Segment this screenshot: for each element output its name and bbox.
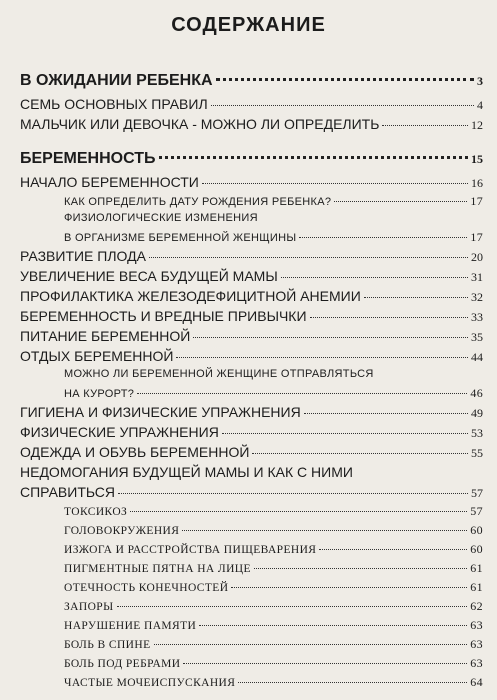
toc-entry-title: БЕРЕМЕННОСТЬ И ВРЕДНЫЕ ПРИВЫЧКИ xyxy=(20,308,307,324)
toc-entry-title: НАРУШЕНИЕ ПАМЯТИ xyxy=(64,620,197,632)
toc-entry-title: БОЛЬ В СПИНЕ xyxy=(64,639,151,651)
toc-entry xyxy=(20,618,483,637)
toc-entry xyxy=(20,404,483,424)
toc-entry xyxy=(20,308,483,328)
toc-entry xyxy=(20,444,483,464)
toc-entry xyxy=(20,116,483,136)
toc-entry-title: НЕДОМОГАНИЯ БУДУЩЕЙ МАМЫ И КАК С НИМИ xyxy=(20,464,353,480)
dot-leader xyxy=(202,182,468,184)
toc-entry-title: КАК ОПРЕДЕЛИТЬ ДАТУ РОЖДЕНИЯ РЕБЕНКА? xyxy=(64,196,332,208)
toc-page-number: 17 xyxy=(470,230,483,244)
toc-entry-title: ПИГМЕНТНЫЕ ПЯТНА НА ЛИЦЕ xyxy=(64,563,251,575)
dot-leader xyxy=(334,200,467,202)
toc-entry-title: НА КУРОРТ? xyxy=(64,388,135,400)
toc-entry xyxy=(20,230,483,248)
toc-entry-title: ОДЕЖДА И ОБУВЬ БЕРЕМЕННОЙ xyxy=(20,444,250,460)
dot-leader xyxy=(382,124,468,126)
toc-page-number: 53 xyxy=(471,426,483,440)
toc-entry-title: НАЧАЛО БЕРЕМЕННОСТИ xyxy=(20,174,199,190)
toc-entry xyxy=(20,484,483,504)
dot-leader xyxy=(299,236,467,238)
toc-entry-title: ФИЗИЧЕСКИЕ УПРАЖНЕНИЯ xyxy=(20,424,219,440)
dot-leader xyxy=(176,356,468,358)
toc-entry-title: ПРОФИЛАКТИКА ЖЕЛЕЗОДЕФИЦИТНОЙ АНЕМИИ xyxy=(20,288,361,304)
page-title: СОДЕРЖАНИЕ xyxy=(171,14,326,36)
dot-leader xyxy=(216,77,474,81)
toc-entry-title: БЕРЕМЕННОСТЬ xyxy=(20,150,156,167)
toc-entry-title: БОЛЬ ПОД РЕБРАМИ xyxy=(64,658,181,670)
toc-page-number: 60 xyxy=(470,542,483,556)
toc-entry xyxy=(20,212,483,230)
dot-leader xyxy=(182,529,467,531)
toc-entry-title: ГОЛОВОКРУЖЕНИЯ xyxy=(64,525,180,537)
toc-page-number: 61 xyxy=(470,580,483,594)
dot-leader xyxy=(238,681,467,683)
toc-entry-title: ИЗЖОГА И РАССТРОЙСТВА ПИЩЕВАРЕНИЯ xyxy=(64,544,317,556)
toc-page-number: 17 xyxy=(470,194,483,208)
toc-entry-title: ТОКСИКОЗ xyxy=(64,506,128,518)
toc-entry-title: ПИТАНИЕ БЕРЕМЕННОЙ xyxy=(20,328,191,344)
toc-entry xyxy=(20,368,483,386)
toc-page-number: 3 xyxy=(477,74,483,88)
table-of-contents xyxy=(20,72,483,694)
toc-page-number: 16 xyxy=(471,176,483,190)
toc-page-number: 60 xyxy=(470,523,483,537)
toc-page-number: 57 xyxy=(470,504,483,518)
dot-leader xyxy=(154,643,468,645)
dot-leader xyxy=(117,605,468,607)
toc-entry-title: В ОРГАНИЗМЕ БЕРЕМЕННОЙ ЖЕНЩИНЫ xyxy=(64,232,297,244)
toc-page-number: 64 xyxy=(470,675,483,689)
dot-leader xyxy=(281,276,468,278)
toc-entry-title: В ОЖИДАНИИ РЕБЕНКА xyxy=(20,72,213,89)
toc-page-number: 62 xyxy=(470,599,483,613)
toc-entry xyxy=(20,656,483,675)
toc-entry-title: СЕМЬ ОСНОВНЫХ ПРАВИЛ xyxy=(20,96,208,112)
toc-entry-title: РАЗВИТИЕ ПЛОДА xyxy=(20,248,146,264)
toc-page-number: 31 xyxy=(471,270,483,284)
toc-page-number: 57 xyxy=(471,486,483,500)
toc-entry xyxy=(20,348,483,368)
toc-entry xyxy=(20,464,483,484)
dot-leader xyxy=(310,316,468,318)
toc-page-number: 33 xyxy=(471,310,483,324)
dot-leader xyxy=(211,104,474,106)
dot-leader xyxy=(304,412,468,414)
toc-page-number: 63 xyxy=(470,637,483,651)
dot-leader xyxy=(222,432,468,434)
dot-leader xyxy=(252,452,468,454)
toc-entry xyxy=(20,424,483,444)
toc-entry xyxy=(20,542,483,561)
toc-section-heading xyxy=(20,72,483,96)
dot-leader xyxy=(231,586,467,588)
toc-entry-title: ЧАСТЫЕ МОЧЕИСПУСКАНИЯ xyxy=(64,677,236,689)
dot-leader xyxy=(254,567,467,569)
dot-leader xyxy=(137,392,467,394)
dot-leader xyxy=(130,510,467,512)
dot-leader xyxy=(159,155,469,159)
toc-entry xyxy=(20,96,483,116)
toc-entry xyxy=(20,675,483,694)
toc-entry xyxy=(20,523,483,542)
toc-entry-title: ОТЕЧНОСТЬ КОНЕЧНОСТЕЙ xyxy=(64,582,229,594)
toc-entry xyxy=(20,288,483,308)
toc-entry xyxy=(20,268,483,288)
toc-page-number: 35 xyxy=(471,330,483,344)
dot-leader xyxy=(118,492,468,494)
toc-entry xyxy=(20,504,483,523)
toc-entry xyxy=(20,599,483,618)
toc-entry-title: УВЕЛИЧЕНИЕ ВЕСА БУДУЩЕЙ МАМЫ xyxy=(20,268,278,284)
toc-section-heading xyxy=(20,150,483,174)
toc-entry xyxy=(20,194,483,212)
dot-leader xyxy=(319,548,467,550)
toc-page-number: 12 xyxy=(471,118,483,132)
dot-leader xyxy=(149,256,468,258)
toc-entry-title: ЗАПОРЫ xyxy=(64,601,114,613)
section-spacer xyxy=(20,136,483,150)
toc-page-number: 15 xyxy=(471,152,483,166)
dot-leader xyxy=(364,296,468,298)
toc-entry xyxy=(20,386,483,404)
toc-entry xyxy=(20,328,483,348)
toc-entry xyxy=(20,580,483,599)
toc-entry-title: МОЖНО ЛИ БЕРЕМЕННОЙ ЖЕНЩИНЕ ОТПРАВЛЯТЬСЯ xyxy=(64,368,374,380)
toc-page-number: 55 xyxy=(471,446,483,460)
toc-entry xyxy=(20,248,483,268)
toc-page-number: 4 xyxy=(477,98,483,112)
dot-leader xyxy=(183,662,467,664)
toc-page-number: 61 xyxy=(470,561,483,575)
toc-entry-title: МАЛЬЧИК ИЛИ ДЕВОЧКА - МОЖНО ЛИ ОПРЕДЕЛИТЬ xyxy=(20,116,380,132)
toc-page-number: 46 xyxy=(470,386,483,400)
toc-page-number: 63 xyxy=(470,618,483,632)
toc-page-number: 20 xyxy=(471,250,483,264)
dot-leader xyxy=(199,624,467,626)
toc-entry-title: ГИГИЕНА И ФИЗИЧЕСКИЕ УПРАЖНЕНИЯ xyxy=(20,404,301,420)
toc-entry xyxy=(20,174,483,194)
toc-entry-title: СПРАВИТЬСЯ xyxy=(20,484,115,500)
toc-entry-title: ОТДЫХ БЕРЕМЕННОЙ xyxy=(20,348,174,364)
toc-page-number: 32 xyxy=(471,290,483,304)
toc-entry xyxy=(20,561,483,580)
toc-page-number: 44 xyxy=(471,350,483,364)
toc-entry-title: ФИЗИОЛОГИЧЕСКИЕ ИЗМЕНЕНИЯ xyxy=(64,212,258,224)
dot-leader xyxy=(193,336,468,338)
toc-entry xyxy=(20,637,483,656)
toc-page-number: 49 xyxy=(471,406,483,420)
toc-page-number: 63 xyxy=(470,656,483,670)
